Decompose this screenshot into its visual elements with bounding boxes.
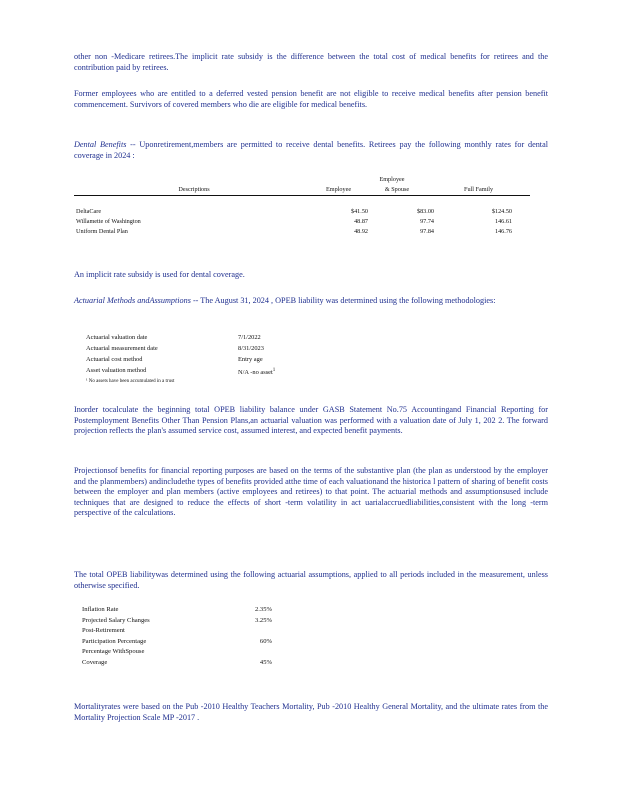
assumption-label: Percentage WithSpouse — [82, 648, 145, 656]
header-descriptions: Descriptions — [178, 186, 210, 193]
method-label: Actuarial cost method — [86, 356, 143, 363]
method-label: Actuarial measurement date — [86, 345, 158, 352]
header-employee-spouse-bottom: & Spouse — [384, 186, 410, 193]
assumptions-table — [82, 605, 272, 669]
table-row — [86, 354, 326, 365]
table-row — [82, 616, 272, 627]
paragraph-projections: Projectionsof benefits for financial reporting purposes are based on the terms of the substantive plan (the plan as understood by the employer and the planmembers) andincludethe types of benefits provided atthe time of each valuationand the historica l pattern of sharing of benefit costs between the employer and plan members (active employees and retirees) to that point. The actuarial methods and assumptionsused include techniques that are designed to reduce the effects of short -term volatility in act uarialaccruedliabilities,consistent with the long -term perspective of the calculations. — [74, 466, 548, 517]
table-row — [82, 637, 272, 648]
table-cell-employee: 48.87 — [354, 218, 368, 225]
paragraph-mortality: Mortalityrates were based on the Pub -2010 Healthy Teachers Mortality, Pub -2010 Healthy General Mortality, and the ultimate rates from the Mortality Projection Scale MP -2017 . — [74, 702, 548, 722]
footnote-marker: 1 — [272, 368, 276, 373]
assumption-value: 45% — [259, 658, 272, 666]
assumption-label: Post-Retirement — [82, 627, 125, 635]
table-row — [86, 365, 326, 376]
table-row — [82, 647, 272, 658]
paragraph-implicit-subsidy: other non -Medicare retirees.The implicit rate subsidy is the difference between the total cost of medical benefits for retirees and the contribution paid by retirees. — [74, 52, 548, 72]
assumption-value: 60% — [259, 637, 272, 645]
table-header-rule — [74, 195, 530, 196]
table-cell-family: 146.76 — [494, 228, 512, 235]
paragraph-dental-subsidy: An implicit rate subsidy is used for dental coverage. — [74, 270, 245, 279]
assumption-label: Participation Percentage — [82, 637, 147, 645]
table-row — [82, 658, 272, 669]
table-row — [86, 332, 326, 343]
assumption-label: Inflation Rate — [82, 606, 119, 613]
actuarial-methods-heading: Actuarial Methods andAssumptions — [74, 296, 191, 305]
paragraph-dental-benefits — [74, 140, 548, 161]
method-label: Asset valuation method — [86, 367, 147, 374]
table-cell-family: 146.61 — [494, 218, 512, 225]
method-label: Actuarial valuation date — [86, 334, 148, 341]
table-cell-spouse: 97.84 — [420, 228, 434, 235]
paragraph-assumptions-intro: The total OPEB liabilitywas determined using the following actuarial assumptions, applied to all periods included in the measurement, unless otherwise specified. — [74, 570, 548, 590]
header-full-family: Full Family — [464, 186, 494, 193]
assumption-label: Coverage — [82, 658, 108, 666]
paragraph-actuarial-methods — [74, 296, 548, 307]
table-row — [86, 343, 326, 354]
table-cell-employee: $41.50 — [350, 208, 368, 215]
method-value-text: N/A -no asset — [238, 369, 273, 377]
method-value: 8/31/2023 — [238, 345, 264, 352]
method-value: Entry age — [238, 356, 263, 363]
table-cell-family: $124.50 — [491, 208, 512, 215]
paragraph-former-employees: Former employees who are entitled to a deferred vested pension benefit are not eligible to receive medical benefits after pension benefit commencement. Survivors of covered members who die are eligible for medical benefits. — [74, 89, 548, 109]
header-employee-spouse-top: Employee — [379, 176, 405, 183]
table-cell-spouse: $83.00 — [416, 208, 434, 215]
assumption-value: 2.35% — [254, 606, 272, 613]
dental-benefits-text: -- Uponretirement,members are permitted to receive dental benefits. Retirees pay the following monthly rates for dental coverage in 2024 : — [74, 140, 548, 160]
table-cell-plan: DeltaCare — [76, 208, 102, 215]
assumption-value: 3.25% — [254, 616, 272, 624]
table-row — [82, 626, 272, 637]
methodologies-table — [86, 332, 326, 385]
table-cell-employee: 48.92 — [354, 228, 368, 235]
table-cell-spouse: 97.74 — [420, 218, 434, 225]
methods-footnote: ¹ No assets have been accumulated in a trust — [86, 379, 175, 384]
table-cell-plan: Uniform Dental Plan — [76, 228, 128, 235]
table-cell-plan: Willamette of Washington — [76, 218, 141, 225]
assumption-label: Projected Salary Changes — [82, 616, 150, 624]
header-employee: Employee — [326, 186, 352, 193]
method-value: 7/1/2022 — [238, 334, 261, 341]
table-row — [82, 605, 272, 616]
dental-benefits-heading: Dental Benefits — [74, 140, 127, 149]
paragraph-valuation: Inorder tocalculate the beginning total OPEB liability balance under GASB Statement No.75 Accountingand Financial Reporting for Postemployment Benefits Other Than Pension Plans,an actuarial valuation was performed with a valuation date of July 1, 202 2. The forward projection reflects the plan's assumed service cost, assumed interest, and expected benefit payments. — [74, 405, 548, 435]
actuarial-methods-text: -- The August 31, 2024 , OPEB liability was determined using the following methodologies: — [190, 296, 496, 305]
